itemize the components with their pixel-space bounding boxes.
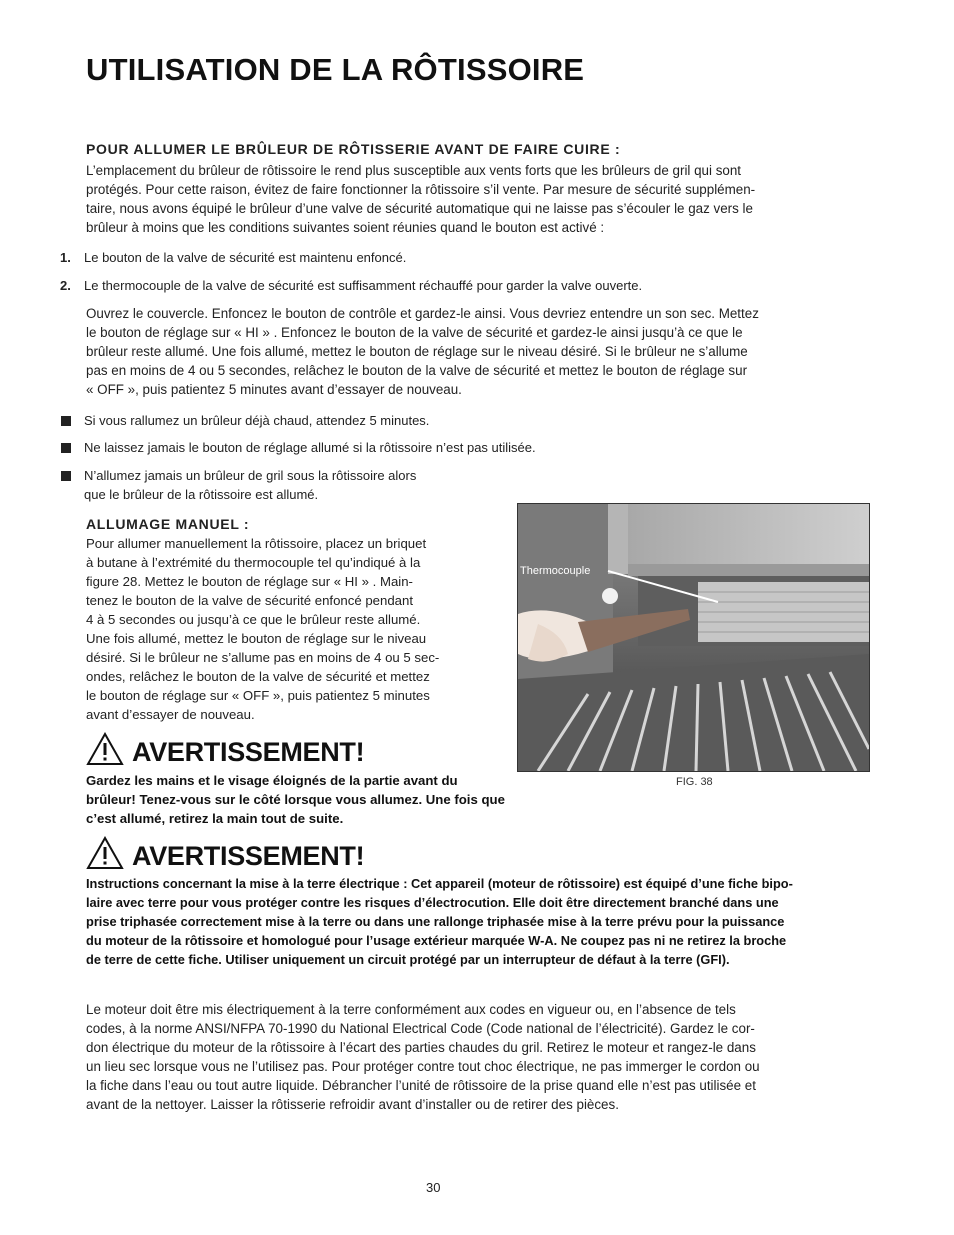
text-line: protégés. Pour cette raison, évitez de faire fonctionner la rôtissoire s’il vente. Par mesure de sécurité supplémen- [86, 182, 756, 197]
thermocouple-label: Thermocouple [520, 565, 591, 577]
text-line: Une fois allumé, mettez le bouton de réglage sur le niveau [86, 631, 427, 646]
warning-triangle-icon [86, 732, 124, 766]
manual-paragraph [86, 534, 439, 724]
instructions-paragraph [86, 304, 759, 399]
warning-triangle-icon [86, 836, 124, 870]
item-number: 2. [60, 278, 71, 293]
square-bullet-icon [61, 443, 71, 453]
text-line: brûleur! Tenez-vous sur le côté lorsque vous allumez. Une fois que [86, 792, 505, 807]
text-line: Pour allumer manuellement la rôtissoire, placez un briquet [86, 536, 427, 551]
rotisserie-photo [517, 503, 870, 772]
text-line: « OFF », puis patientez 5 minutes avant d’essayer de nouveau. [86, 382, 462, 397]
text-line: avant d’essayer de nouveau. [86, 707, 255, 722]
text-line: ondes, relâchez le bouton de la valve de sécurité et mettez [86, 669, 430, 684]
text-line: 4 à 5 secondes ou jusqu’à ce que le brûleur reste allumé. [86, 612, 421, 627]
text-line: laire avec terre pour vous protéger contre les risques d’électrocution. Elle doit être directement branché dans une [86, 895, 779, 910]
text-line: Le moteur doit être mis électriquement à la terre conformément aux codes en vigueur ou, en l’absence de tels [86, 1002, 736, 1017]
warning-header [86, 836, 364, 870]
text-line: Instructions concernant la mise à la terre électrique : Cet appareil (moteur de rôtissoire) est équipé d’une fiche bipo- [86, 876, 793, 891]
text-line: taire, nous avons équipé le brûleur d’une valve de sécurité automatique qui ne laisse pas s’écouler le gaz vers le [86, 201, 753, 216]
square-bullet-icon [61, 416, 71, 426]
bullet-text-continued: que le brûleur de la rôtissoire est allumé. [84, 487, 319, 502]
text-line: Gardez les mains et le visage éloignés de la partie avant du [86, 773, 458, 788]
warning-text [86, 874, 793, 969]
intro-paragraph [86, 161, 755, 237]
bullet-text: N’allumez jamais un brûleur de gril sous la rôtissoire alors [84, 468, 417, 483]
text-line: pas en moins de 4 ou 5 secondes, relâchez le bouton de la valve de sécurité et mettez le bouton de réglage sur [86, 363, 748, 378]
bullet-text: Si vous rallumez un brûleur déjà chaud, attendez 5 minutes. [84, 413, 430, 428]
bullet-item [0, 438, 900, 457]
text-line: prise triphasée correctement mise à la terre ou dans une rallonge triphasée mise à la terre prévu pour la puissance [86, 914, 785, 929]
bullet-text: Ne laissez jamais le bouton de réglage allumé si la rôtissoire n’est pas utilisée. [84, 440, 536, 455]
numbered-item [0, 248, 900, 267]
text-line: brûleur à moins que les conditions suivantes soient réunies quand le bouton est activé : [86, 220, 605, 235]
text-line: un lieu sec lorsque vous ne l’utilisez pas. Pour protéger contre tout choc électrique, ne pas immerger le cordon ou [86, 1059, 760, 1074]
text-line: le bouton de réglage sur « OFF », puis patientez 5 minutes [86, 688, 430, 703]
text-line: désiré. Si le brûleur ne s’allume pas en moins de 4 ou 5 sec- [86, 650, 440, 665]
text-line: L’emplacement du brûleur de rôtissoire le rend plus susceptible aux vents forts que les brûleurs de gril qui sont [86, 163, 742, 178]
numbered-item [0, 276, 900, 295]
text-line: le bouton de réglage sur « HI » . Enfoncez le bouton de la valve de sécurité et gardez-le ainsi jusqu’à ce que le [86, 325, 743, 340]
warning-text [86, 771, 505, 828]
section-heading-lighting: POUR ALLUMER LE BRÛLEUR DE RÔTISSERIE AVANT DE FAIRE CUIRE : [86, 141, 621, 157]
page-title: UTILISATION DE LA RÔTISSOIRE [86, 52, 585, 87]
text-line: du moteur de la rôtissoire et homologué pour l’usage extérieur marquée W-A. Ne coupez pas ni ne retirez la broche [86, 933, 787, 948]
text-line: tenez le bouton de la valve de sécurité enfoncé pendant [86, 593, 413, 608]
item-text: Le thermocouple de la valve de sécurité est suffisamment réchauffé pour garder la valve ouverte. [84, 278, 643, 293]
bullet-item [0, 411, 900, 430]
bullet-item [0, 466, 900, 506]
warning-title: AVERTISSEMENT! [132, 737, 365, 767]
text-line: avant de la nettoyer. Laisser la rôtisserie refroidir avant d’installer ou de retirer des pièces. [86, 1097, 619, 1112]
section-heading-manual: ALLUMAGE MANUEL : [86, 516, 250, 532]
warning-header [86, 732, 364, 766]
text-line: c’est allumé, retirez la main tout de suite. [86, 811, 344, 826]
text-line: figure 28. Mettez le bouton de réglage sur « HI » . Main- [86, 574, 413, 589]
grill-photo-illustration [518, 504, 869, 771]
item-text: Le bouton de la valve de sécurité est maintenu enfoncé. [84, 250, 407, 265]
text-line: codes, à la norme ANSI/NFPA 70-1990 du National Electrical Code (Code national de l’électricité). Gardez le cor- [86, 1021, 755, 1036]
closing-paragraph [86, 1000, 760, 1114]
text-line: à butane à l’extrémité du thermocouple tel qu’indiqué à la [86, 555, 421, 570]
text-line: brûleur reste allumé. Une fois allumé, mettez le bouton de réglage sur le niveau désiré. Si le brûleur ne s’allume [86, 344, 748, 359]
text-line: la fiche dans l’eau ou tout autre liquide. Débrancher l’unité de rôtissoire de la prise quand elle n’est pas utilisée et [86, 1078, 756, 1093]
text-line: Ouvrez le couvercle. Enfoncez le bouton de contrôle et gardez-le ainsi. Vous devriez entendre un son sec. Mettez [86, 306, 759, 321]
figure-caption: FIG. 38 [676, 776, 713, 788]
square-bullet-icon [61, 471, 71, 481]
item-number: 1. [60, 250, 71, 265]
warning-title: AVERTISSEMENT! [132, 841, 365, 871]
text-line: don électrique du moteur de la rôtissoire à l’écart des parties chaudes du gril. Retirez le moteur et rangez-le dans [86, 1040, 756, 1055]
page-number: 30 [426, 1180, 441, 1195]
text-line: de terre de cette fiche. Utiliser uniquement un circuit protégé par un interrupteur de défaut à la terre (GFI). [86, 952, 730, 967]
